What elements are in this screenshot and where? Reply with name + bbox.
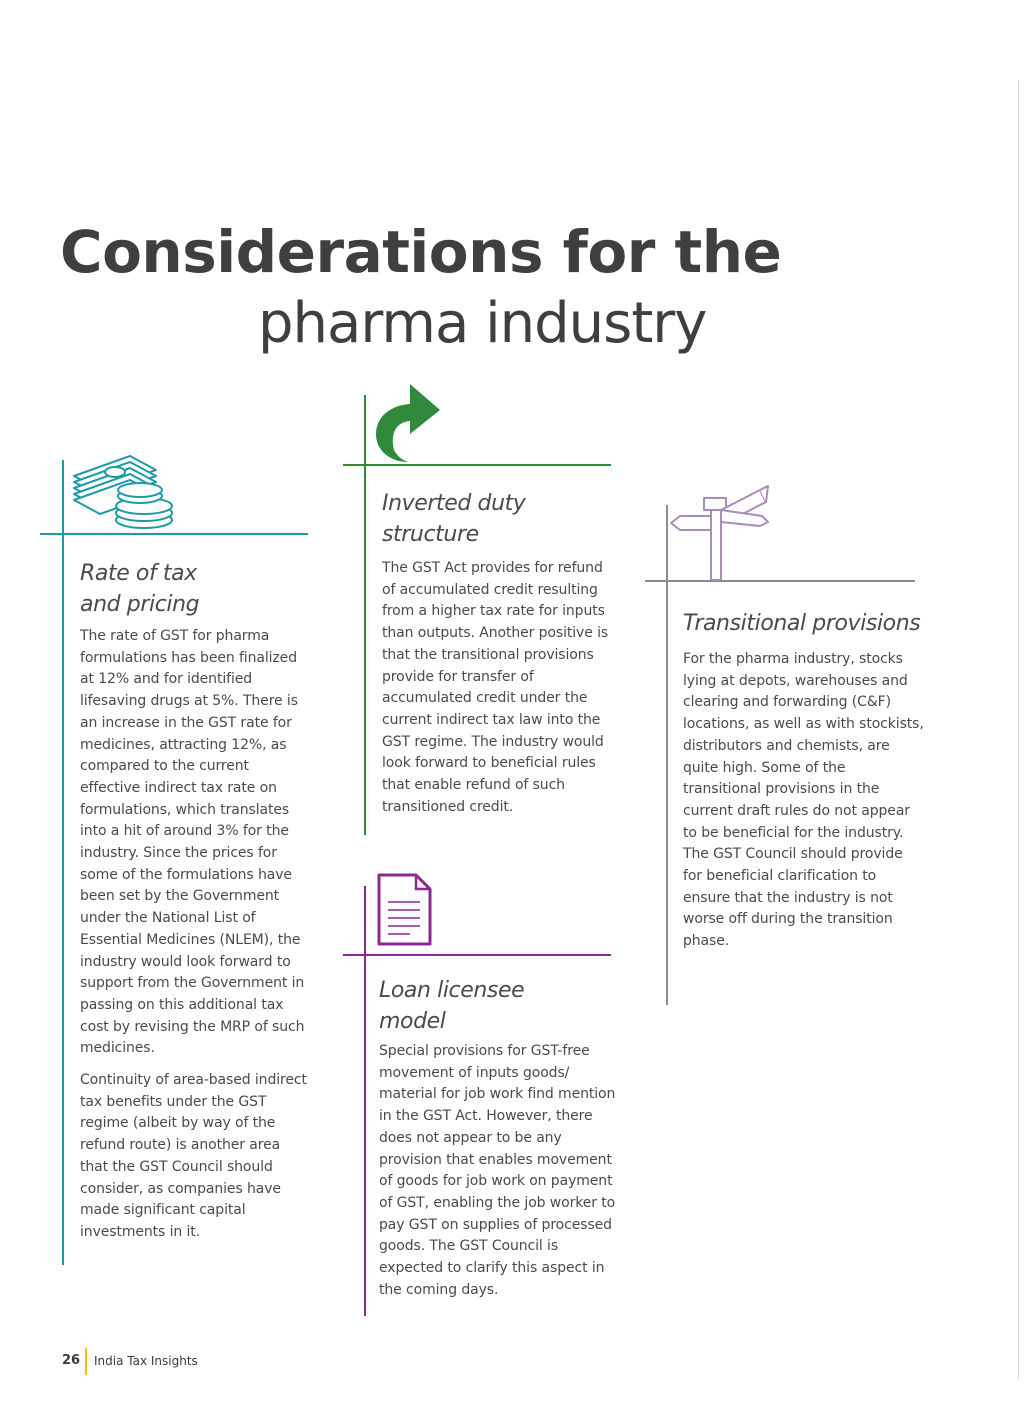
inverted-paragraph-1: The GST Act provides for refund of accumulated credit resulting from a higher tax rate for inputs than outputs. Another positive is that the transitional provisions provide for transfer of accumulated credit under the current indirect tax law into the GST regime. The industry would look forward to beneficial rules that enable refund of such transitioned credit. <box>382 560 609 815</box>
loan-paragraph-1: Special provisions for GST-free movement of inputs goods/ material for job work find mention in the GST Act. However, there does not appear to be any provision that enables movement of goods for job work on payment of GST, enabling the job worker to pay GST on supplies of processed goods. The GST Council is expected to clarify this aspect in the coming days. <box>379 1043 616 1298</box>
loan-heading-line-2: model <box>379 1009 446 1034</box>
rate-paragraph-1: The rate of GST for pharma formulations has been finalized at 12% and for identified lifesaving drugs at 5%. There is an increase in the GST rate for medicines, attracting 12%, as compared to the current effective indirect tax rate on formulations, which translates into a hit of around 3% for the industry. Since the prices for some of the formulations have been set by the Government under the National List of Essential Medicines (NLEM), the industry would look forward to support from the Government in passing on this additional tax cost by revising the MRP of such medicines. <box>80 628 305 1057</box>
rate-heading-line-2: and pricing <box>80 592 200 617</box>
page-number: 26 <box>62 1353 81 1368</box>
loan-heading-line-1: Loan licensee <box>379 978 525 1003</box>
transitional-section-heading <box>683 608 920 639</box>
footer-accent-bar <box>85 1348 87 1375</box>
inverted-heading-line-2: structure <box>382 522 479 547</box>
loan-section-vertical-rule <box>364 886 366 1316</box>
rate-section-body <box>80 626 312 1254</box>
loan-section-heading <box>379 975 524 1037</box>
signpost-icon <box>668 484 772 582</box>
inverted-section-body <box>382 558 614 828</box>
page-edge-rule <box>1018 80 1019 1380</box>
loan-section-body <box>379 1041 621 1311</box>
loan-section-horizontal-rule <box>343 954 611 956</box>
transitional-heading-line-1: Transitional provisions <box>683 611 921 636</box>
page-title-light: pharma industry <box>258 291 707 356</box>
rate-paragraph-2: Continuity of area-based indirect tax benefits under the GST regime (albeit by way of the refund route) is another area that the GST Council should consider, as companies have made significant capital investments in it. <box>80 1072 307 1240</box>
inverted-section-heading <box>382 488 526 550</box>
inverted-section-vertical-rule <box>364 395 366 835</box>
inverted-section-horizontal-rule <box>343 464 611 466</box>
rate-section-heading <box>80 558 199 620</box>
rate-heading-line-1: Rate of tax <box>80 561 197 586</box>
transitional-section-body <box>683 649 925 963</box>
page-title-bold: Considerations for the <box>60 218 782 286</box>
publication-name: India Tax Insights <box>94 1354 198 1368</box>
rate-section-horizontal-rule <box>40 533 308 535</box>
curved-arrow-icon <box>372 380 444 464</box>
inverted-heading-line-1: Inverted duty <box>382 491 526 516</box>
money-coins-icon <box>68 450 178 532</box>
document-icon <box>376 872 434 948</box>
transitional-paragraph-1: For the pharma industry, stocks lying at depots, warehouses and clearing and forwarding (C&F) locations, as well as with stockists, distributors and chemists, are quite high. Some of the transitional provisions in the current draft rules do not appear to be beneficial for the industry. The GST Council should provide for beneficial clarification to ensure that the industry is not worse off during the transition phase. <box>683 651 924 950</box>
rate-section-vertical-rule <box>62 460 64 1265</box>
